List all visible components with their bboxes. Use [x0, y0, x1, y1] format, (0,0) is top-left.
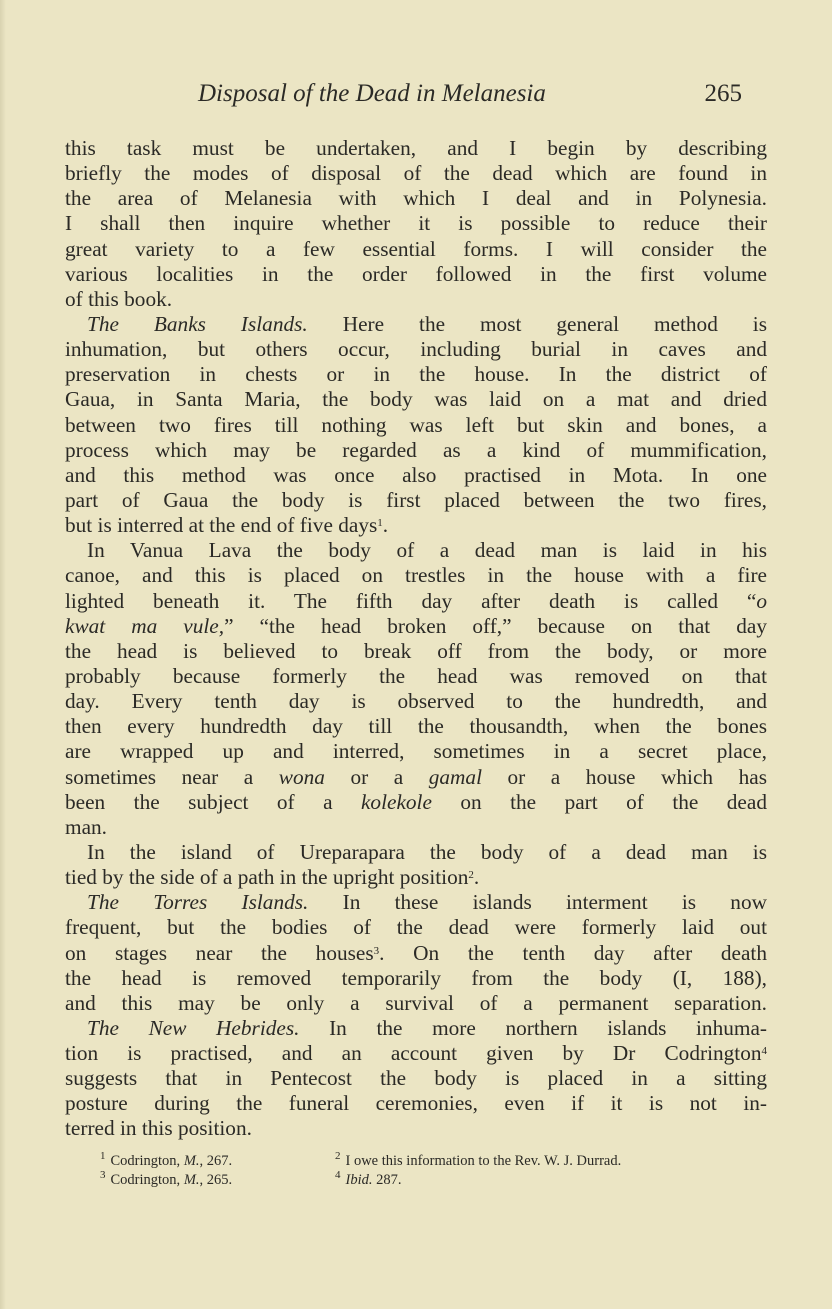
text-line	[65, 262, 767, 287]
footnote-number: 2	[335, 1150, 341, 1162]
text-run: .	[382, 513, 389, 538]
text-line	[65, 312, 767, 337]
text-run: or a house which has	[482, 764, 767, 789]
text-run: .	[473, 865, 480, 890]
text-run: the head is believed to break off from the body, or more	[65, 638, 767, 663]
text-line	[65, 136, 767, 161]
text-line	[65, 714, 767, 739]
text-run: inhumation, but others occur, including burial in caves and	[65, 337, 767, 362]
italic-text: The Banks Islands.	[87, 311, 308, 336]
footnote-text: I owe this information to the Rev. W. J. Durrad.	[345, 1153, 622, 1169]
text-line	[65, 915, 767, 940]
italic-text: o	[756, 588, 767, 613]
text-line	[65, 1066, 767, 1091]
text-line	[65, 211, 767, 236]
text-run: suggests that in Pentecost the body is placed in a sitting	[65, 1066, 767, 1091]
text-run: and this method was once also practised in Mota. In one	[65, 462, 767, 487]
text-line	[65, 865, 767, 890]
text-run: Gaua, in Santa Maria, the body was laid on a mat and dried	[65, 387, 767, 412]
text-run: canoe, and this is placed on trestles in the house with a fire	[65, 563, 767, 588]
italic-text: kwat ma vule,	[65, 613, 225, 638]
text-line	[65, 362, 767, 387]
footnote-text: , 267.	[199, 1153, 233, 1169]
text-run: In Vanua Lava the body of a dead man is laid in his	[87, 538, 767, 563]
text-line	[65, 337, 767, 362]
footnote-ref: 3	[373, 944, 380, 957]
text-run: briefly the modes of disposal of the dead which are found in	[65, 161, 767, 186]
text-run: I shall then inquire whether it is possible to reduce their	[65, 211, 767, 236]
text-run: In these islands interment is now	[308, 890, 767, 915]
text-run: between two fires till nothing was left but skin and bones, a	[65, 412, 767, 437]
text-run: on the part of the dead	[431, 789, 767, 814]
italic-text: The New Hebrides.	[87, 1015, 300, 1040]
text-line	[65, 815, 767, 840]
footnote-text: Codrington,	[110, 1153, 184, 1169]
text-run: lighted beneath it. The fifth day after death is called “	[65, 588, 757, 613]
text-run: terred in this position.	[65, 1116, 252, 1141]
text-line	[65, 237, 767, 262]
text-run: . On the tenth day after death	[379, 940, 767, 965]
text-run: frequent, but the bodies of the dead were formerly laid out	[65, 915, 767, 940]
text-run: posture during the funeral ceremonies, even if it is not in-	[65, 1091, 767, 1116]
text-line	[65, 1041, 767, 1066]
italic-text: gamal	[428, 764, 482, 789]
text-line	[65, 1016, 767, 1041]
text-run: Here the most general method is	[307, 311, 767, 336]
text-line	[65, 966, 767, 991]
text-run: this task must be undertaken, and I begin by describing	[65, 136, 767, 160]
text-line	[65, 1116, 767, 1141]
text-run: part of Gaua the body is first placed between the two fires,	[65, 487, 767, 512]
text-run: sometimes near a	[65, 764, 279, 789]
text-run: probably because formerly the head was removed on that	[65, 663, 767, 688]
text-line	[65, 161, 767, 186]
footnote-italic: M.	[183, 1172, 200, 1188]
footnote-ref: 2	[468, 869, 474, 882]
text-run: man.	[65, 814, 107, 839]
page-header	[65, 80, 742, 110]
text-line	[65, 991, 767, 1016]
text-line	[65, 739, 767, 764]
text-run: preservation in chests or in the house. In the district of	[65, 362, 767, 387]
footnote-text: 287.	[372, 1172, 402, 1188]
footnote-number: 1	[100, 1150, 106, 1162]
text-run: and this may be only a survival of a permanent separation.	[65, 990, 767, 1015]
footnote-ref: 1	[377, 517, 383, 530]
text-line	[65, 488, 767, 513]
text-line	[65, 563, 767, 588]
text-run: In the island of Ureparapara the body of a dead man is	[87, 839, 767, 864]
footnote	[100, 1171, 232, 1190]
italic-text: wona	[278, 764, 325, 789]
footnote-number: 4	[335, 1169, 341, 1181]
footnote	[100, 1152, 232, 1171]
text-run: tion is practised, and an account given by Dr Codrington	[65, 1041, 762, 1066]
text-line	[65, 513, 767, 538]
text-run: In the more northern islands inhuma-	[299, 1015, 767, 1040]
text-line	[65, 664, 767, 689]
running-title: Disposal of the Dead in Melanesia	[198, 80, 546, 107]
text-line	[65, 438, 767, 463]
text-line	[65, 1091, 767, 1116]
text-line	[65, 614, 767, 639]
text-line	[65, 387, 767, 412]
footnote-number: 3	[100, 1169, 106, 1181]
text-run: tied by the side of a path in the upright position	[65, 865, 469, 890]
page-number: 265	[704, 80, 742, 107]
text-line	[65, 890, 767, 915]
text-line	[65, 538, 767, 563]
text-run: the head is removed temporarily from the body (I, 188),	[65, 965, 767, 990]
text-run: been the subject of a	[65, 789, 361, 814]
text-line	[65, 639, 767, 664]
footnote-text: , 265.	[199, 1172, 233, 1188]
text-run: on stages near the houses	[65, 940, 374, 965]
text-line	[65, 413, 767, 438]
text-run: ” “the head broken off,” because on that day	[224, 613, 767, 638]
text-line	[65, 840, 767, 865]
text-run: day. Every tenth day is observed to the hundredth, and	[65, 689, 767, 714]
text-run: but is interred at the end of five days	[65, 513, 378, 538]
text-line	[65, 689, 767, 714]
text-line	[65, 765, 767, 790]
footnote	[335, 1171, 401, 1190]
text-line	[65, 589, 767, 614]
italic-text: The Torres Islands.	[87, 890, 309, 915]
text-run: or a	[324, 764, 429, 789]
footnote-text: Codrington,	[110, 1172, 184, 1188]
text-run: process which may be regarded as a kind of mummification,	[65, 437, 767, 462]
body-text	[65, 136, 767, 1142]
text-run: great variety to a few essential forms. I will consider the	[65, 236, 767, 261]
page-edge-shadow	[0, 0, 6, 1309]
text-line	[65, 287, 767, 312]
text-line	[65, 463, 767, 488]
text-run: then every hundredth day till the thousandth, when the bones	[65, 714, 767, 739]
text-run: are wrapped up and interred, sometimes in a secret place,	[65, 739, 767, 764]
text-run: various localities in the order followed in the first volume	[65, 261, 767, 286]
footnote-ref: 4	[761, 1045, 767, 1058]
text-line	[65, 790, 767, 815]
footnote-italic: M.	[183, 1153, 200, 1169]
text-run: of this book.	[65, 286, 173, 311]
text-line	[65, 186, 767, 211]
footnote-italic: Ibid.	[345, 1172, 373, 1188]
text-line	[65, 941, 767, 966]
text-run: the area of Melanesia with which I deal and in Polynesia.	[65, 186, 767, 211]
footnote	[335, 1152, 621, 1171]
italic-text: kolekole	[360, 789, 432, 814]
